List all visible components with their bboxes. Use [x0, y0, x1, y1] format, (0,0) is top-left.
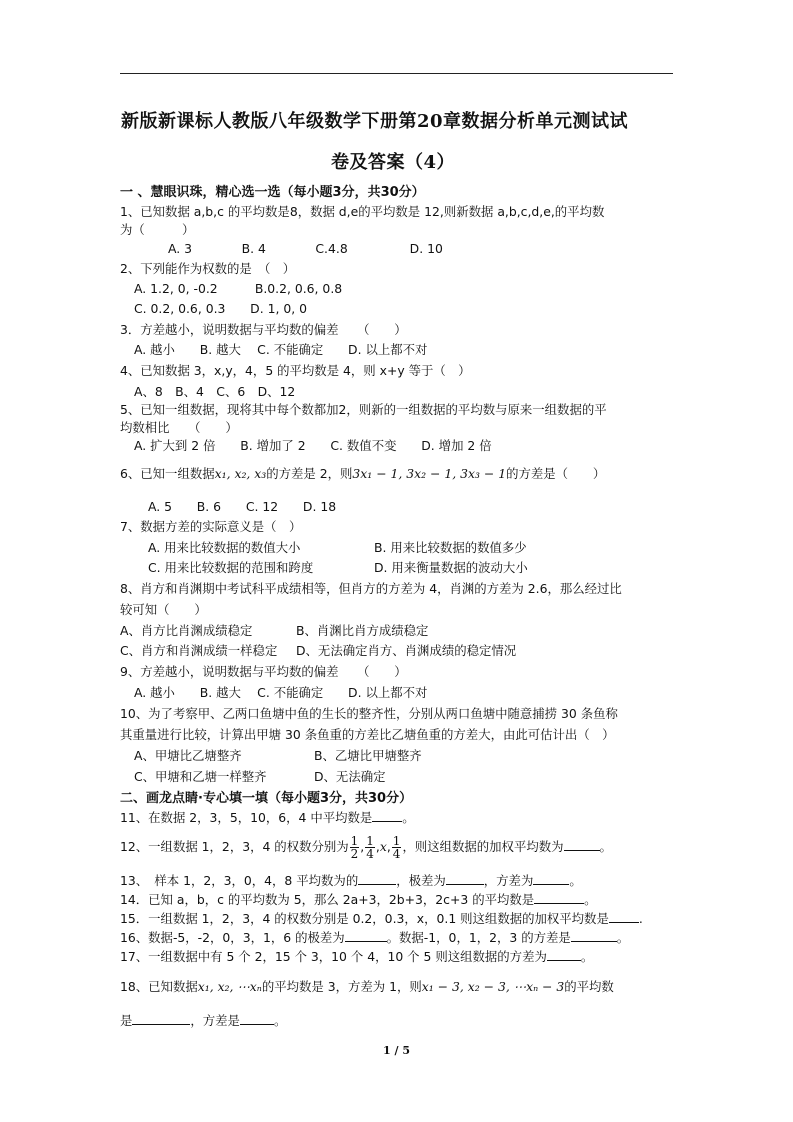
q18-line2-c: 。	[273, 1013, 287, 1028]
q8-option-c: C、肖方和肖渊成绩一样稳定	[120, 643, 278, 658]
q8-line-2: 较可知（ ）	[120, 602, 207, 617]
q18-line2-a: 是	[120, 1013, 133, 1028]
q9-text: 9、方差越小，说明数据与平均数的偏差 （ ）	[120, 664, 407, 679]
q7-option-d: D. 用来衡量数据的波动大小	[374, 560, 528, 575]
q10-option-a: A、甲塘比乙塘整齐	[134, 748, 242, 763]
q11-pre: 11、在数据 2，3，5，10，6，4 中平均数是	[120, 810, 373, 825]
q6-options: A. 5 B. 6 C. 12 D. 18	[148, 499, 337, 514]
q5-options: A. 扩大到 2 倍 B. 增加了 2 C. 数值不变 D. 增加 2 倍	[134, 438, 492, 453]
q14-answer-blank[interactable]	[534, 891, 584, 904]
q16-variance-blank[interactable]	[571, 929, 617, 942]
q8-option-b: B、肖渊比肖方成绩稳定	[296, 623, 429, 638]
q8-option-d: D、无法确定肖方、肖渊成绩的稳定情况	[296, 643, 517, 658]
q16-c: 。	[616, 930, 630, 945]
q18-line-1	[120, 977, 614, 995]
q10-option-c: C、甲塘和乙塘一样整齐	[134, 769, 267, 784]
q5-line-2: 均数相比 （ ）	[120, 420, 238, 435]
q14-post: 。	[584, 892, 597, 907]
q12-answer-blank[interactable]	[564, 838, 600, 851]
q2-options-2: C. 0.2, 0.6, 0.3 D. 1, 0, 0	[134, 301, 308, 316]
q1-line-1: 1、已知数据 a,b,c 的平均数是8，数据 d,e的平均数是 12,则新数据 a,b,c,d,e,的平均数	[120, 204, 605, 219]
q18-mean-blank[interactable]	[132, 1012, 190, 1025]
section-1-heading: 一 、慧眼识珠，精心选一选（每小题3分，共30分）	[120, 185, 425, 200]
q2-text: 2、下列能作为权数的是 （ ）	[120, 261, 296, 276]
page-number: 1 / 5	[383, 1044, 410, 1057]
q18-expr: x₁ − 3, x₂ − 3, ⋯xₙ − 3	[421, 979, 565, 994]
q17-pre: 17、一组数据中有 5 个 2，15 个 3，10 个 4，10 个 5 则这组数据的方差为	[120, 949, 547, 964]
section-2-heading: 二、画龙点睛·专心填一填（每小题3分，共30分）	[120, 791, 413, 806]
q15-post: .	[638, 911, 643, 926]
q14-text	[120, 890, 597, 908]
q1-line-2: 为（ ）	[120, 222, 195, 237]
q13-range-blank[interactable]	[446, 872, 484, 885]
q16-text	[120, 928, 629, 946]
q6-mid: 的方差是 2，则	[266, 466, 353, 481]
q12-mid: ，则这组数据的加权平均数为	[402, 839, 564, 854]
q16-b: 。数据-1，0，1，2，3 的方差是	[386, 930, 571, 945]
q15-pre: 15．一组数据 1，2，3，4 的权数分别是 0.2，0.3，x，0.1 则这组数据的加权平均数是	[120, 911, 609, 926]
q18-pre: 18、已知数据	[120, 979, 198, 994]
q15-answer-blank[interactable]	[609, 910, 639, 923]
q12-text: 12、一组数据 1，2，3，4 的权数分别为 $\frac{1}{2}$ , $\frac{1}{4}$ ,x, $\frac{1}{4}$ ，则这组数据的加权平均数为 。	[120, 834, 612, 861]
q12-post: 。	[599, 839, 612, 854]
q18-post: 的平均数	[564, 979, 614, 994]
q13-variance-blank[interactable]	[533, 872, 569, 885]
q12-pre: 12、一组数据 1，2，3，4 的权数分别为	[120, 839, 349, 854]
q13-d: 。	[569, 873, 582, 888]
q6-vars: x₁, x₂, x₃	[214, 466, 267, 481]
q7-option-a: A. 用来比较数据的数值大小	[148, 540, 301, 555]
q8-option-a: A、肖方比肖渊成绩稳定	[120, 623, 253, 638]
q3-options: A. 越小 B. 越大 C. 不能确定 D. 以上都不对	[134, 342, 428, 357]
q7-option-b: B. 用来比较数据的数值多少	[374, 540, 527, 555]
q10-line-2: 其重量进行比较，计算出甲塘 30 条鱼重的方差比乙塘鱼重的方差大，由此可估计出（ ）	[120, 727, 615, 742]
q18-line2-b: ，方差是	[190, 1013, 240, 1028]
q17-answer-blank[interactable]	[547, 948, 581, 961]
q11-post: 。	[402, 810, 415, 825]
q10-line-1: 10、为了考察甲、乙两口鱼塘中鱼的生长的整齐性，分别从两口鱼塘中随意捕捞 30 条鱼称	[120, 706, 618, 721]
q14-pre: 14．已知 a，b，c 的平均数为 5，那么 2a+3，2b+3，2c+3 的平均数是	[120, 892, 535, 907]
q13-c: ，方差为	[483, 873, 534, 888]
q13-text	[120, 871, 582, 889]
q13-b: ，极差为	[396, 873, 446, 888]
q18-vars: x₁, x₂, ⋯xₙ	[197, 979, 262, 994]
q13-a: 13、 样本 1，2，3，0，4，8 平均数为的	[120, 873, 359, 888]
q12-fraction-2: $\frac{1}{4}$	[366, 834, 374, 861]
q10-option-d: D、无法确定	[314, 769, 386, 784]
q11-answer-blank[interactable]	[372, 809, 402, 822]
q10-option-b: B、乙塘比甲塘整齐	[314, 748, 422, 763]
q17-text	[120, 947, 593, 965]
q6-text	[120, 464, 605, 482]
title-line-2: 卷及答案（4）	[331, 152, 456, 173]
q13-mean-blank[interactable]	[358, 872, 396, 885]
q8-line-1: 8、肖方和肖渊期中考试科平成绩相等，但肖方的方差为 4，肖渊的方差为 2.6，那么经过比	[120, 581, 622, 596]
q5-line-1: 5、已知一组数据，现将其中每个数都加2，则新的一组数据的平均数与原来一组数据的平	[120, 402, 607, 417]
q3-text: 3．方差越小，说明数据与平均数的偏差 （ ）	[120, 322, 407, 337]
q18-mid: 的平均数是 3，方差为 1，则	[261, 979, 422, 994]
q9-options: A. 越小 B. 越大 C. 不能确定 D. 以上都不对	[134, 685, 428, 700]
q6-expr: 3x₁ − 1, 3x₂ − 1, 3x₃ − 1	[352, 466, 507, 481]
q17-post: 。	[580, 949, 594, 964]
q15-text	[120, 909, 643, 927]
q12-x: x	[379, 839, 387, 854]
header-rule	[120, 73, 673, 74]
q11-text	[120, 808, 415, 826]
q6-post: 的方差是（ ）	[506, 466, 606, 481]
q16-range-blank[interactable]	[345, 929, 387, 942]
q7-text: 7、数据方差的实际意义是（ ）	[120, 519, 302, 534]
q6-pre: 6、已知一组数据	[120, 466, 215, 481]
title-line-1: 新版新课标人教版八年级数学下册第20章数据分析单元测试试	[121, 111, 629, 132]
q18-line-2	[120, 1011, 286, 1029]
q7-option-c: C. 用来比较数据的范围和跨度	[148, 560, 314, 575]
q18-variance-blank[interactable]	[240, 1012, 274, 1025]
q12-fraction-1: $\frac{1}{2}$	[350, 834, 359, 861]
q12-fraction-3: $\frac{1}{4}$	[392, 834, 401, 861]
q16-a: 16、数据-5，-2，0，3，1，6 的极差为	[120, 930, 345, 945]
q1-options: A. 3 B. 4 C.4.8 D. 10	[168, 241, 443, 256]
q4-text: 4、已知数据 3，x,y，4，5 的平均数是 4，则 x+y 等于（ ）	[120, 363, 471, 378]
q4-options: A、8 B、4 C、6 D、12	[134, 384, 296, 399]
q2-options-1: A. 1.2, 0, -0.2 B.0.2, 0.6, 0.8	[134, 281, 343, 296]
